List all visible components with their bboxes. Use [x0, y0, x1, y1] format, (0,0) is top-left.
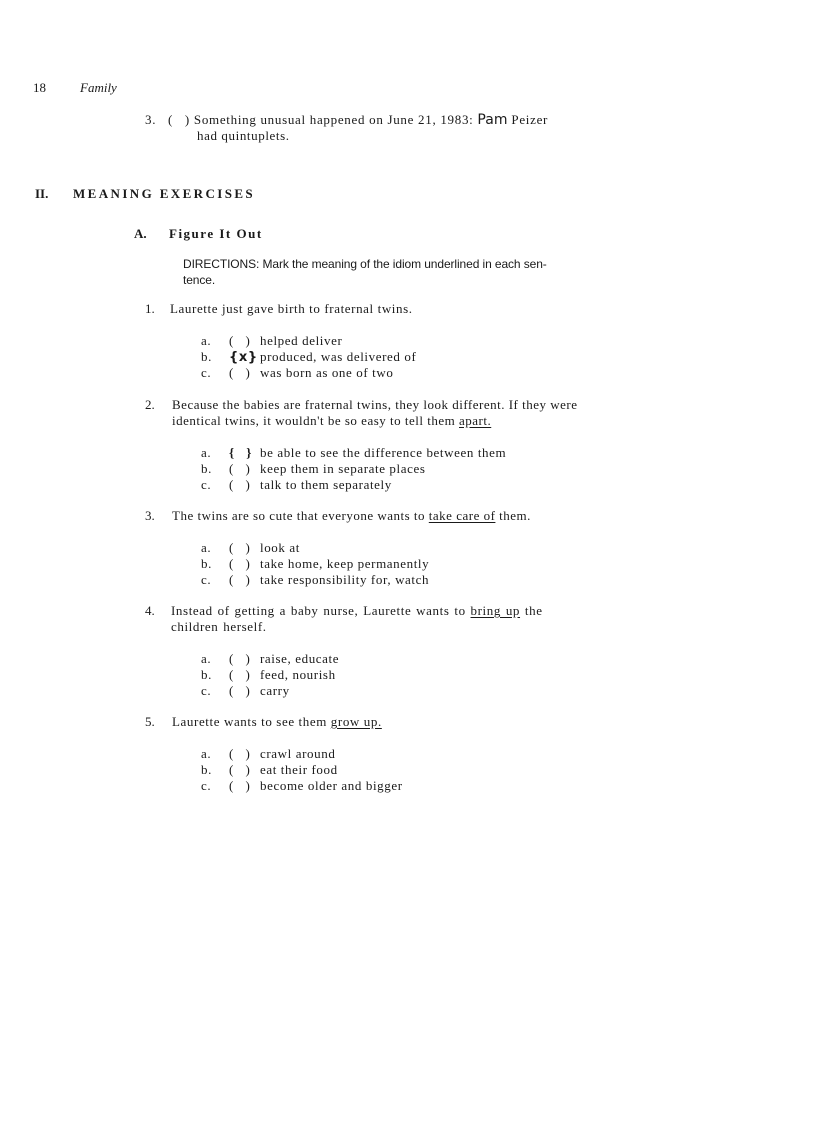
answer-option[interactable]	[201, 683, 290, 699]
question-prompt: The twins are so cute that everyone wants to	[172, 508, 429, 523]
answer-option[interactable]	[201, 461, 426, 477]
question-text	[172, 714, 572, 730]
question-prompt: Because the babies are fraternal twins, they look different. If they were identical twins, it wouldn't be so easy to tell them	[172, 397, 578, 428]
question-number: 4.	[145, 603, 155, 618]
answer-option[interactable]	[201, 540, 300, 556]
answer-option[interactable]	[201, 445, 506, 461]
subsection-letter: A.	[134, 226, 147, 241]
carryover-paren: ( )	[168, 112, 190, 127]
answer-option[interactable]	[201, 333, 342, 349]
question-text	[172, 508, 592, 524]
option-letter: c.	[201, 683, 212, 698]
question-prompt-end: the children herself.	[171, 603, 543, 634]
option-text: take home, keep permanently	[260, 556, 430, 571]
idiom-underlined: grow up.	[330, 714, 382, 729]
option-text: talk to them separately	[260, 477, 392, 492]
option-letter: a.	[201, 651, 212, 666]
carryover-number: 3.	[145, 112, 157, 127]
option-checkbox[interactable]: ( )	[229, 651, 251, 666]
idiom-underlined: take care of	[428, 508, 496, 523]
option-text: eat their food	[260, 762, 338, 777]
answer-option[interactable]	[201, 556, 429, 572]
idiom-underlined: apart.	[459, 413, 492, 428]
question-number: 5.	[145, 714, 155, 729]
option-checkbox[interactable]: ( )	[229, 556, 251, 571]
option-text: produced, was delivered of	[260, 349, 417, 364]
question-prompt: Instead of getting a baby nurse, Laurette wants to	[171, 603, 471, 618]
question-text	[171, 603, 581, 635]
option-checkbox[interactable]: ( )	[229, 683, 251, 698]
section-title: MEANING EXERCISES	[73, 186, 256, 201]
option-letter: c.	[201, 477, 212, 492]
answer-option[interactable]	[201, 477, 392, 493]
option-checkbox[interactable]: ( )	[229, 746, 251, 761]
carryover-item	[145, 112, 548, 128]
option-checkbox[interactable]: ( )	[229, 572, 251, 587]
question-prompt: Laurette wants to see them	[172, 714, 331, 729]
option-text: helped deliver	[260, 333, 343, 348]
carryover-name: Pam	[477, 112, 508, 128]
answer-option[interactable]	[201, 746, 335, 762]
question-text	[170, 301, 590, 317]
option-letter: a.	[201, 540, 212, 555]
subsection-title: Figure It Out	[169, 226, 263, 241]
carryover-line2: had quintuplets.	[197, 128, 290, 143]
running-head-title: Family	[80, 80, 117, 95]
option-text: crawl around	[260, 746, 336, 761]
option-letter: a.	[201, 445, 212, 460]
option-letter: b.	[201, 556, 212, 571]
answer-option[interactable]	[201, 778, 403, 794]
option-letter: b.	[201, 667, 212, 682]
option-letter: c.	[201, 778, 212, 793]
option-checkbox[interactable]: ( )	[229, 540, 251, 555]
answer-option[interactable]	[201, 762, 338, 778]
option-checkbox[interactable]: ( )	[229, 762, 251, 777]
carryover-text-after: Peizer	[507, 112, 549, 127]
section-number: II.	[35, 186, 49, 201]
option-text: carry	[260, 683, 290, 698]
question-text	[172, 397, 580, 429]
option-text: become older and bigger	[260, 778, 403, 793]
option-letter: c.	[201, 572, 212, 587]
option-checkbox[interactable]: { }	[229, 445, 252, 460]
question-number: 2.	[145, 397, 155, 412]
option-text: keep them in separate places	[260, 461, 426, 476]
option-checkbox-marked[interactable]: {x}	[229, 350, 258, 365]
page-number: 18	[33, 80, 46, 95]
answer-option[interactable]	[201, 667, 336, 683]
idiom-underlined: bring up	[470, 603, 521, 618]
answer-option[interactable]	[201, 572, 429, 588]
option-letter: b.	[201, 461, 212, 476]
option-letter: b.	[201, 762, 212, 777]
question-prompt-end: them.	[495, 508, 531, 523]
option-checkbox[interactable]: ( )	[229, 778, 251, 793]
option-text: was born as one of two	[260, 365, 394, 380]
option-checkbox[interactable]: ( )	[229, 477, 251, 492]
directions-text: DIRECTIONS: Mark the meaning of the idiom underlined in each sen- tence.	[183, 257, 547, 287]
question-number: 3.	[145, 508, 155, 523]
option-letter: b.	[201, 349, 212, 364]
option-letter: a.	[201, 333, 212, 348]
option-text: look at	[260, 540, 300, 555]
question-prompt: Laurette just gave birth to fraternal twins.	[170, 301, 413, 316]
option-checkbox[interactable]: ( )	[229, 461, 251, 476]
option-checkbox[interactable]: ( )	[229, 365, 251, 380]
option-text: take responsibility for, watch	[260, 572, 430, 587]
option-checkbox[interactable]: ( )	[229, 667, 251, 682]
question-number: 1.	[145, 301, 155, 316]
answer-option[interactable]	[201, 365, 393, 381]
option-letter: c.	[201, 365, 212, 380]
option-text: feed, nourish	[260, 667, 336, 682]
answer-option[interactable]	[201, 349, 416, 365]
option-text: be able to see the difference between them	[260, 445, 507, 460]
option-text: raise, educate	[260, 651, 340, 666]
answer-option[interactable]	[201, 651, 339, 667]
carryover-text: Something unusual happened on June 21, 1983:	[193, 112, 478, 127]
option-checkbox[interactable]: ( )	[229, 333, 251, 348]
option-letter: a.	[201, 746, 212, 761]
